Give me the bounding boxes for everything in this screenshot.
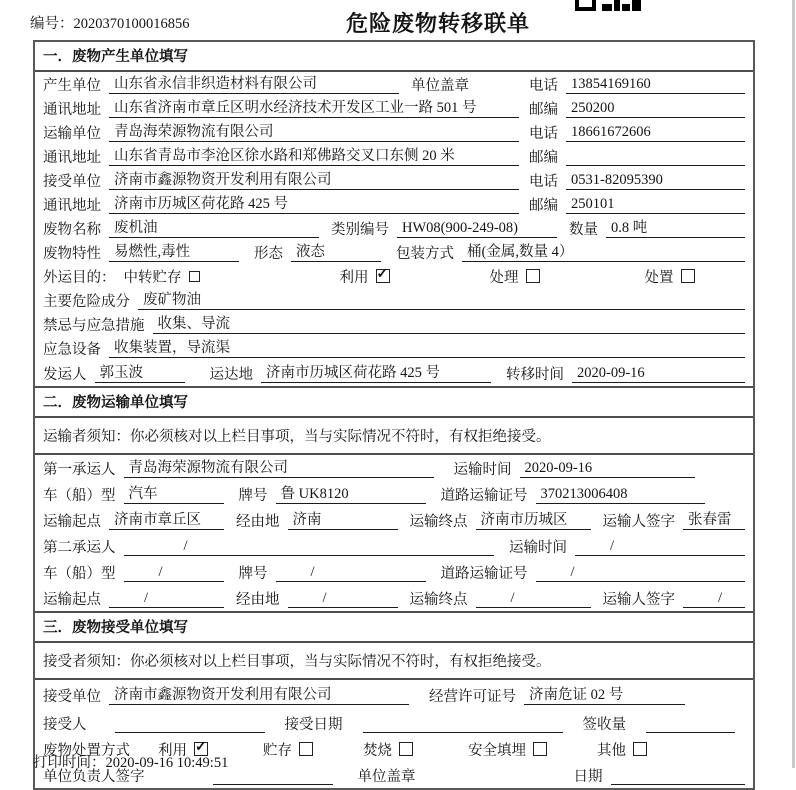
receiver-unit-label: 接受单位 xyxy=(43,173,101,190)
first-carrier-value: 青岛海荣源物流有限公司 xyxy=(124,458,434,478)
producer-address-label: 通讯地址 xyxy=(43,101,101,118)
checkbox-treat xyxy=(526,269,540,283)
receive-date-label: 接受日期 xyxy=(284,716,343,733)
emergency-equipment-row xyxy=(35,336,753,360)
transporter-unit-value: 青岛海荣源物流有限公司 xyxy=(109,122,519,142)
unit-seal-label: 单位盖章 xyxy=(411,77,469,94)
receiver-phone-value: 0531-82095390 xyxy=(566,170,745,190)
phone-label: 电话 xyxy=(529,125,558,142)
plate-value: 鲁 UK8120 xyxy=(276,484,426,504)
purpose-option-transit-storage xyxy=(124,266,200,287)
section3-header: 三．废物接受单位填写 xyxy=(35,611,753,643)
purpose-option-dispose xyxy=(645,266,695,287)
plate-label: 牌号 xyxy=(238,565,268,582)
route-end-value: 济南市历城区 xyxy=(476,510,591,530)
transporter-notice: 运输者须知：你必须核对以上栏目事项，当与实际情况不符时，有权拒绝接受。 xyxy=(35,418,753,455)
transporter-address-row xyxy=(35,144,753,168)
disposal-option-landfill xyxy=(468,739,547,760)
zip-label: 邮编 xyxy=(529,197,558,214)
responsible-signature-label: 单位负责人签字 xyxy=(43,768,145,785)
route-start-label: 运输起点 xyxy=(43,591,101,608)
transport-time-label: 运输时间 xyxy=(509,539,567,556)
carrier-signature2-value: / xyxy=(683,588,745,608)
disposal-option-label: 焚烧 xyxy=(363,742,392,759)
window-right-edge xyxy=(792,0,795,768)
form-state-label: 形态 xyxy=(254,245,283,262)
transporter-zip-group xyxy=(529,146,745,167)
emergency-equipment-value: 收集装置，导流渠 xyxy=(109,338,745,358)
route-start-label: 运输起点 xyxy=(43,513,101,530)
page-title: 危险废物转移联单 xyxy=(345,11,530,36)
packaging-value: 桶(金属,数量 4） xyxy=(462,242,745,262)
route-via-label: 经由地 xyxy=(236,591,280,608)
receiver-address-value: 济南市历城区荷花路 425 号 xyxy=(109,194,519,214)
road-permit-label: 道路运输证号 xyxy=(440,565,528,582)
producer-unit-value: 山东省永信非织造材料有限公司 xyxy=(109,74,399,94)
producer-unit-row xyxy=(35,72,753,96)
qr-code-fragment xyxy=(575,0,641,11)
producer-address-row xyxy=(35,96,753,120)
transporter-address-value: 山东省青岛市李沧区徐水路和郑佛路交叉口东侧 20 米 xyxy=(109,146,519,166)
transport-time-value: 2020-09-16 xyxy=(520,458,696,478)
purpose-option-label: 中转贮存 xyxy=(123,269,182,286)
transfer-time-label: 转移时间 xyxy=(506,366,564,383)
checkbox-disposal-store xyxy=(299,742,313,756)
vehicle-type2-value: / xyxy=(124,562,224,582)
route-start2-value: / xyxy=(109,588,224,608)
receiver-unit-row xyxy=(35,168,753,192)
receiver-unit-value: 济南市鑫源物资开发利用有限公司 xyxy=(109,170,519,190)
route-end2-value: / xyxy=(476,588,591,608)
transport-time2-value: / xyxy=(575,536,745,556)
vehicle1-row xyxy=(35,481,753,507)
producer-zip-group xyxy=(529,98,745,119)
plate2-value: / xyxy=(276,562,426,582)
license-value: 济南危证 02 号 xyxy=(524,685,685,705)
shipper-value: 郭玉波 xyxy=(95,363,185,383)
emergency-measures-label: 禁忌与应急措施 xyxy=(43,317,145,334)
transfer-purpose-label: 外运目的： xyxy=(43,269,116,286)
waste-traits-label: 废物特性 xyxy=(43,245,101,262)
phone-label: 电话 xyxy=(529,77,558,94)
vehicle-type-value: 汽车 xyxy=(124,484,224,504)
receive-unit-value: 济南市鑫源物资开发利用有限公司 xyxy=(109,685,409,705)
checkbox-disposal-other xyxy=(633,742,647,756)
checkbox-disposal-landfill xyxy=(533,742,547,756)
road-permit2-value: / xyxy=(536,562,746,582)
phone-label: 电话 xyxy=(529,173,558,190)
category-code-label: 类别编号 xyxy=(331,221,389,238)
zip-label: 邮编 xyxy=(529,101,558,118)
transfer-form-table xyxy=(33,40,755,790)
quantity-value: 0.8 吨 xyxy=(606,218,745,238)
serial-number xyxy=(30,12,190,33)
section2-header: 二．废物运输单位填写 xyxy=(35,386,753,418)
waste-traits-row xyxy=(35,240,753,264)
route-start-value: 济南市章丘区 xyxy=(109,510,224,530)
destination-label: 运达地 xyxy=(209,366,253,383)
disposal-option-other xyxy=(597,739,647,760)
vehicle-type-label: 车（船）型 xyxy=(43,565,116,582)
disposal-option-label: 贮存 xyxy=(263,742,292,759)
checkbox-utilize xyxy=(376,269,390,283)
disposal-option-label: 其他 xyxy=(597,742,626,759)
waste-traits-value: 易燃性,毒性 xyxy=(109,242,239,262)
producer-address-value: 山东省济南市章丘区明水经济技术开发区工业一路 501 号 xyxy=(109,98,519,118)
transporter-address-label: 通讯地址 xyxy=(43,149,101,166)
serial-value: 2020370100016856 xyxy=(73,16,190,32)
receive-date-value xyxy=(363,713,563,733)
hazard-component-label: 主要危险成分 xyxy=(43,293,130,310)
receipt-quantity-value xyxy=(646,713,735,733)
receive-unit-label: 接受单位 xyxy=(43,688,101,705)
disposal-option-store xyxy=(263,739,313,760)
producer-phone-value: 13854169160 xyxy=(566,74,745,94)
section1-header: 一．废物产生单位填写 xyxy=(35,42,753,72)
shipper-label: 发运人 xyxy=(43,366,87,383)
road-permit-value: 370213006408 xyxy=(536,484,706,504)
transport-time-label: 运输时间 xyxy=(453,461,512,478)
route-via2-value: / xyxy=(288,588,398,608)
second-carrier-value: / xyxy=(124,536,495,556)
route-via-value: 济南 xyxy=(288,510,398,530)
checkbox-dispose xyxy=(681,269,695,283)
shipper-row xyxy=(35,360,753,386)
unit-seal-label: 单位盖章 xyxy=(357,768,416,785)
first-carrier-row xyxy=(35,455,753,481)
transfer-purpose-row xyxy=(35,264,753,288)
disposal-option-incinerate xyxy=(363,739,413,760)
carrier-signature-value: 张春雷 xyxy=(683,510,745,530)
print-time-value: 2020-09-16 10:49:51 xyxy=(105,755,229,771)
producer-phone-group xyxy=(529,74,745,95)
receive-unit-row xyxy=(35,680,753,710)
receive-person-row xyxy=(35,710,753,736)
receipt-quantity-label: 签收量 xyxy=(582,716,626,733)
print-time xyxy=(33,751,228,772)
destination-value: 济南市历城区荷花路 425 号 xyxy=(261,363,491,383)
quantity-label: 数量 xyxy=(569,221,598,238)
route-end-label: 运输终点 xyxy=(409,591,468,608)
purpose-option-utilize xyxy=(340,266,390,287)
transporter-phone-value: 18661672606 xyxy=(566,122,745,142)
seal-date-label: 日期 xyxy=(573,768,603,785)
seal-date-value xyxy=(611,765,746,785)
category-code-value: HW08(900-249-08) xyxy=(397,218,557,238)
carrier-signature-label: 运输人签字 xyxy=(602,513,675,530)
waste-name-value: 废机油 xyxy=(109,218,319,238)
checkbox-disposal-incinerate xyxy=(399,742,413,756)
receiver-zip-value: 250101 xyxy=(566,194,745,214)
emergency-measures-value: 收集、导流 xyxy=(153,314,746,334)
second-carrier-label: 第二承运人 xyxy=(43,539,116,556)
serial-label: 编号： xyxy=(30,16,74,32)
receiver-phone-group xyxy=(529,170,745,191)
route-via-label: 经由地 xyxy=(236,513,280,530)
purpose-option-label: 处置 xyxy=(644,269,674,286)
disposal-option-label: 利用 xyxy=(158,742,187,759)
waste-name-row xyxy=(35,216,753,240)
transporter-zip-value xyxy=(566,146,745,166)
route2-row xyxy=(35,585,753,611)
purpose-option-label: 处理 xyxy=(489,269,519,286)
license-label: 经营许可证号 xyxy=(429,688,516,705)
transporter-phone-group xyxy=(529,122,745,143)
zip-label: 邮编 xyxy=(529,149,558,166)
receiver-notice: 接受者须知：你必须核对以上栏目事项，当与实际情况不符时，有权拒绝接受。 xyxy=(35,643,753,680)
route1-row xyxy=(35,507,753,533)
vehicle-type-label: 车（船）型 xyxy=(43,487,116,504)
road-permit-label: 道路运输证号 xyxy=(440,487,528,504)
packaging-label: 包装方式 xyxy=(396,245,454,262)
waste-name-label: 废物名称 xyxy=(43,221,101,238)
vehicle2-row xyxy=(35,559,753,585)
purpose-option-label: 利用 xyxy=(339,269,369,286)
hazard-component-value: 废矿物油 xyxy=(138,290,745,310)
hazard-component-row xyxy=(35,288,753,312)
responsible-signature-value xyxy=(213,765,333,785)
form-state-value: 液态 xyxy=(291,242,381,262)
first-carrier-label: 第一承运人 xyxy=(43,461,116,478)
receiver-zip-group xyxy=(529,194,745,215)
plate-label: 牌号 xyxy=(238,487,268,504)
checkbox-transit-storage xyxy=(189,271,200,282)
print-time-label: 打印时间： xyxy=(33,755,106,771)
receiver-address-row xyxy=(35,192,753,216)
producer-zip-value: 250200 xyxy=(566,98,745,118)
receive-person-label: 接受人 xyxy=(43,716,87,733)
route-end-label: 运输终点 xyxy=(409,513,468,530)
transfer-time-value: 2020-09-16 xyxy=(572,363,745,383)
emergency-measures-row xyxy=(35,312,753,336)
purpose-option-treat xyxy=(490,266,540,287)
receive-person-value xyxy=(115,713,265,733)
transporter-unit-row xyxy=(35,120,753,144)
receiver-address-label: 通讯地址 xyxy=(43,197,101,214)
disposal-option-label: 安全填埋 xyxy=(468,742,526,759)
transporter-unit-label: 运输单位 xyxy=(43,125,101,142)
producer-unit-label: 产生单位 xyxy=(43,77,101,94)
emergency-equipment-label: 应急设备 xyxy=(43,341,101,358)
disposal-method-label: 废物处置方式 xyxy=(43,742,130,759)
carrier-signature-label: 运输人签字 xyxy=(602,591,675,608)
second-carrier-row xyxy=(35,533,753,559)
